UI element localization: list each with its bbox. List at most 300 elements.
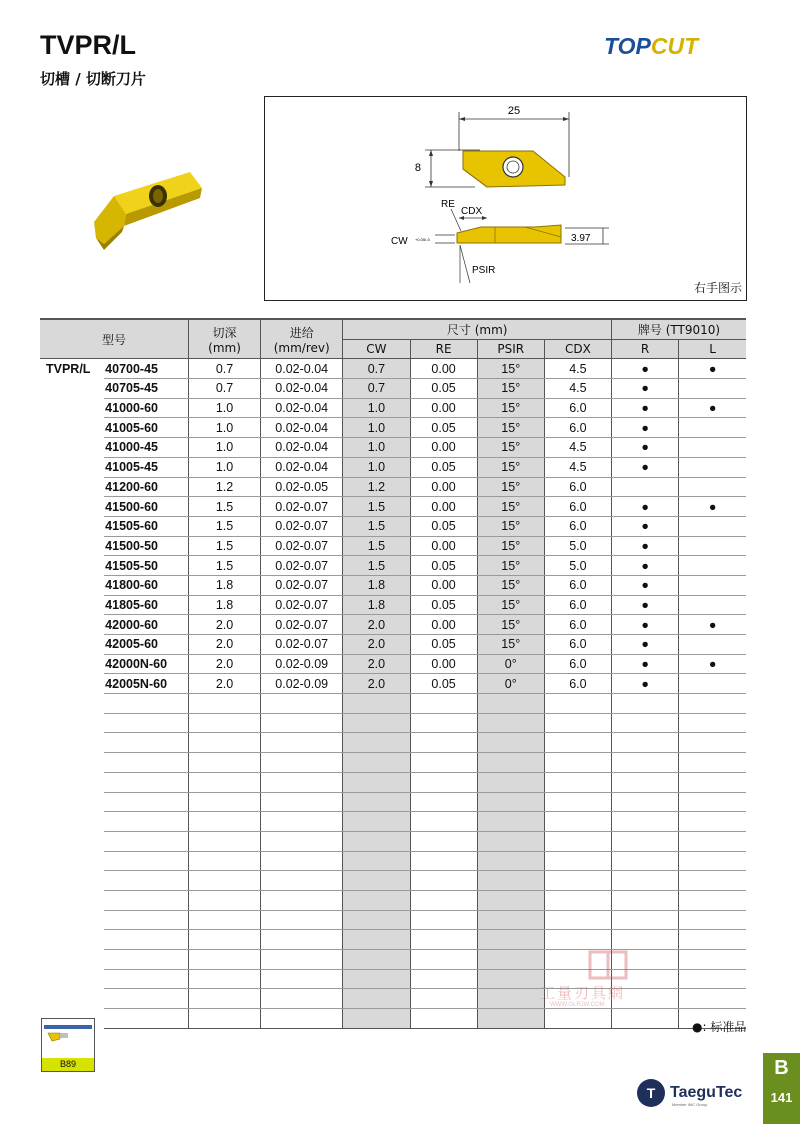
cell-re xyxy=(410,713,477,733)
taegutec-logo-icon xyxy=(636,1078,666,1108)
cell-re xyxy=(410,930,477,950)
cell-code: 41200-60 xyxy=(104,477,188,497)
page-thumbnail[interactable] xyxy=(41,1018,95,1072)
cell-cdx: 6.0 xyxy=(544,595,611,615)
cell-r: ● xyxy=(612,615,679,635)
cell-l xyxy=(679,930,746,950)
table-row xyxy=(40,457,746,477)
cell-cw: 1.5 xyxy=(343,516,410,536)
cell-l xyxy=(679,733,746,753)
cell-cw xyxy=(343,694,410,714)
cell-cdx: 6.0 xyxy=(544,418,611,438)
cell-code xyxy=(104,930,188,950)
cell-code xyxy=(104,812,188,832)
cell-l xyxy=(679,516,746,536)
dim-height-label: 8 xyxy=(414,162,421,174)
cell-cdx xyxy=(544,1009,611,1029)
cell-l xyxy=(679,851,746,871)
cell-re xyxy=(410,753,477,773)
cell-feed xyxy=(261,713,343,733)
cell-feed xyxy=(261,792,343,812)
cell-re xyxy=(410,851,477,871)
table-row xyxy=(40,615,746,635)
dim-depth-label: 3.97 xyxy=(571,233,591,244)
series-label-spacer xyxy=(40,575,104,595)
cell-psir xyxy=(477,950,544,970)
cell-psir: 15° xyxy=(477,477,544,497)
cell-re: 0.00 xyxy=(410,398,477,418)
cell-depth: 2.0 xyxy=(188,635,260,655)
label-cw-tolerance: +0.05/-0 xyxy=(415,237,430,242)
series-label-spacer xyxy=(40,379,104,399)
cell-cw xyxy=(343,772,410,792)
cell-cw: 0.7 xyxy=(343,379,410,399)
cell-depth xyxy=(188,753,260,773)
cell-r: ● xyxy=(612,635,679,655)
section-tab xyxy=(763,1053,800,1124)
table-row xyxy=(40,635,746,655)
dim-width-label: 25 xyxy=(507,105,521,117)
header-type: 型号 xyxy=(40,319,188,359)
cell-cdx xyxy=(544,713,611,733)
cell-cw: 1.5 xyxy=(343,497,410,517)
watermark-text: 工量刃具網 xyxy=(540,984,626,1002)
cell-code xyxy=(104,871,188,891)
cell-r xyxy=(612,1009,679,1029)
cell-psir xyxy=(477,969,544,989)
series-label-spacer xyxy=(40,615,104,635)
cell-re: 0.05 xyxy=(410,674,477,694)
svg-text:T: T xyxy=(646,1085,656,1101)
series-label-spacer xyxy=(40,713,104,733)
cell-re: 0.00 xyxy=(410,438,477,458)
cell-r xyxy=(612,890,679,910)
cell-psir xyxy=(477,772,544,792)
header-cw: CW xyxy=(343,339,410,359)
cell-cdx: 6.0 xyxy=(544,477,611,497)
cell-cdx xyxy=(544,890,611,910)
cell-depth: 0.7 xyxy=(188,359,260,379)
cell-cw: 1.8 xyxy=(343,575,410,595)
cell-r xyxy=(612,713,679,733)
cell-code: 42005N-60 xyxy=(104,674,188,694)
cell-cdx xyxy=(544,812,611,832)
cell-r: ● xyxy=(612,536,679,556)
cell-code: 41005-60 xyxy=(104,418,188,438)
cell-feed: 0.02-0.04 xyxy=(261,398,343,418)
cell-feed xyxy=(261,871,343,891)
cell-code xyxy=(104,831,188,851)
cell-depth xyxy=(188,930,260,950)
cell-cdx: 6.0 xyxy=(544,516,611,536)
topcut-logo xyxy=(604,30,750,66)
cell-depth: 1.0 xyxy=(188,398,260,418)
cell-feed xyxy=(261,831,343,851)
cell-cw: 2.0 xyxy=(343,674,410,694)
cell-l xyxy=(679,575,746,595)
cell-cw xyxy=(343,871,410,891)
cell-psir xyxy=(477,890,544,910)
series-label-spacer xyxy=(40,556,104,576)
series-label-spacer xyxy=(40,930,104,950)
cell-cw xyxy=(343,733,410,753)
cell-feed: 0.02-0.04 xyxy=(261,418,343,438)
series-label-spacer xyxy=(40,812,104,832)
cell-l: ● xyxy=(679,654,746,674)
cell-r: ● xyxy=(612,516,679,536)
cell-depth xyxy=(188,831,260,851)
cell-feed: 0.02-0.09 xyxy=(261,654,343,674)
cell-cdx xyxy=(544,871,611,891)
cell-depth xyxy=(188,713,260,733)
table-row xyxy=(40,753,746,773)
cell-re: 0.05 xyxy=(410,556,477,576)
cell-code xyxy=(104,969,188,989)
cell-r: ● xyxy=(612,654,679,674)
cell-l xyxy=(679,713,746,733)
cell-cw xyxy=(343,851,410,871)
cell-cdx xyxy=(544,930,611,950)
cell-cw xyxy=(343,713,410,733)
table-row xyxy=(40,713,746,733)
table-row xyxy=(40,438,746,458)
cell-cw: 2.0 xyxy=(343,635,410,655)
table-row xyxy=(40,890,746,910)
series-label-spacer xyxy=(40,536,104,556)
cell-feed: 0.02-0.04 xyxy=(261,438,343,458)
cell-code xyxy=(104,851,188,871)
spec-table xyxy=(40,318,746,1029)
table-row xyxy=(40,654,746,674)
series-label-spacer xyxy=(40,831,104,851)
cell-cw: 1.0 xyxy=(343,418,410,438)
cell-feed xyxy=(261,989,343,1009)
header-l: L xyxy=(679,339,746,359)
cell-cdx xyxy=(544,772,611,792)
cell-feed: 0.02-0.07 xyxy=(261,536,343,556)
cell-feed xyxy=(261,1009,343,1029)
cell-code: 41505-50 xyxy=(104,556,188,576)
cell-psir xyxy=(477,812,544,832)
cell-psir xyxy=(477,792,544,812)
cell-cdx: 5.0 xyxy=(544,556,611,576)
cell-feed: 0.02-0.07 xyxy=(261,497,343,517)
cell-r xyxy=(612,733,679,753)
cell-re: 0.00 xyxy=(410,536,477,556)
cell-re: 0.00 xyxy=(410,477,477,497)
cell-depth: 2.0 xyxy=(188,674,260,694)
diagram-caption: 右手图示 xyxy=(693,281,742,295)
cell-code xyxy=(104,989,188,1009)
cell-cdx: 6.0 xyxy=(544,615,611,635)
tool-thumbnail-icon xyxy=(42,1019,94,1057)
cell-code: 41805-60 xyxy=(104,595,188,615)
cell-feed: 0.02-0.04 xyxy=(261,379,343,399)
cell-re xyxy=(410,989,477,1009)
cell-l xyxy=(679,812,746,832)
cell-psir: 15° xyxy=(477,516,544,536)
cell-r xyxy=(612,772,679,792)
cell-depth: 1.5 xyxy=(188,516,260,536)
insert-diagram xyxy=(264,96,747,301)
cell-code: 41800-60 xyxy=(104,575,188,595)
cell-r: ● xyxy=(612,575,679,595)
cell-re xyxy=(410,772,477,792)
cell-psir xyxy=(477,930,544,950)
cell-r: ● xyxy=(612,398,679,418)
cell-l xyxy=(679,635,746,655)
cell-cdx: 6.0 xyxy=(544,575,611,595)
cell-l xyxy=(679,910,746,930)
table-row xyxy=(40,694,746,714)
cell-psir: 15° xyxy=(477,595,544,615)
cell-psir xyxy=(477,910,544,930)
table-row xyxy=(40,772,746,792)
cell-r: ● xyxy=(612,438,679,458)
cell-r: ● xyxy=(612,595,679,615)
label-psir: PSIR xyxy=(472,265,496,276)
cell-depth xyxy=(188,969,260,989)
cell-depth: 1.8 xyxy=(188,575,260,595)
cell-l: ● xyxy=(679,398,746,418)
cell-r: ● xyxy=(612,359,679,379)
cell-depth xyxy=(188,910,260,930)
cell-l xyxy=(679,457,746,477)
cell-depth: 2.0 xyxy=(188,654,260,674)
cell-psir: 0° xyxy=(477,654,544,674)
cell-l xyxy=(679,595,746,615)
cell-l xyxy=(679,556,746,576)
insert-photo-icon xyxy=(92,168,202,250)
series-label-spacer xyxy=(40,654,104,674)
cell-r xyxy=(612,477,679,497)
cell-psir: 15° xyxy=(477,438,544,458)
cell-code: 40705-45 xyxy=(104,379,188,399)
cell-cw xyxy=(343,831,410,851)
cell-feed xyxy=(261,950,343,970)
cell-psir: 15° xyxy=(477,536,544,556)
cell-depth xyxy=(188,871,260,891)
cell-re xyxy=(410,890,477,910)
cell-cdx: 4.5 xyxy=(544,379,611,399)
page-subtitle: 切槽 / 切断刀片 xyxy=(40,70,146,88)
table-row xyxy=(40,359,746,379)
cell-code: 42000N-60 xyxy=(104,654,188,674)
cell-cdx: 4.5 xyxy=(544,438,611,458)
spec-table-body xyxy=(40,359,746,1028)
cell-re xyxy=(410,969,477,989)
cell-cw xyxy=(343,890,410,910)
cell-r xyxy=(612,753,679,773)
cell-cw: 2.0 xyxy=(343,615,410,635)
series-label-spacer xyxy=(40,989,104,1009)
cell-feed: 0.02-0.09 xyxy=(261,674,343,694)
cell-feed xyxy=(261,890,343,910)
cell-psir: 15° xyxy=(477,497,544,517)
cell-cdx: 6.0 xyxy=(544,398,611,418)
cell-re: 0.05 xyxy=(410,635,477,655)
cell-code: 41500-50 xyxy=(104,536,188,556)
cell-depth xyxy=(188,733,260,753)
cell-cdx xyxy=(544,792,611,812)
cell-psir xyxy=(477,733,544,753)
cell-depth: 1.0 xyxy=(188,438,260,458)
cell-l xyxy=(679,536,746,556)
cell-l xyxy=(679,989,746,1009)
cell-psir: 15° xyxy=(477,457,544,477)
cell-r: ● xyxy=(612,379,679,399)
cell-r: ● xyxy=(612,457,679,477)
cell-depth xyxy=(188,772,260,792)
cell-cdx: 4.5 xyxy=(544,359,611,379)
cell-cdx xyxy=(544,831,611,851)
header-r: R xyxy=(612,339,679,359)
cell-psir: 15° xyxy=(477,635,544,655)
cell-depth xyxy=(188,989,260,1009)
cell-l xyxy=(679,890,746,910)
watermark-logo-icon xyxy=(580,950,640,980)
table-row xyxy=(40,792,746,812)
cell-r xyxy=(612,851,679,871)
cell-feed: 0.02-0.07 xyxy=(261,516,343,536)
cell-feed: 0.02-0.04 xyxy=(261,457,343,477)
table-row xyxy=(40,674,746,694)
cell-code: 42000-60 xyxy=(104,615,188,635)
cell-re xyxy=(410,871,477,891)
cell-feed xyxy=(261,812,343,832)
cell-cw: 1.0 xyxy=(343,398,410,418)
label-re: RE xyxy=(441,199,455,210)
cell-psir xyxy=(477,831,544,851)
cell-code xyxy=(104,753,188,773)
cell-cw xyxy=(343,792,410,812)
cell-re: 0.00 xyxy=(410,575,477,595)
cell-code xyxy=(104,950,188,970)
series-label-spacer xyxy=(40,595,104,615)
cell-depth xyxy=(188,851,260,871)
cell-depth: 1.5 xyxy=(188,497,260,517)
cell-feed: 0.02-0.05 xyxy=(261,477,343,497)
cell-l xyxy=(679,753,746,773)
table-row xyxy=(40,733,746,753)
cell-depth: 1.5 xyxy=(188,556,260,576)
series-label-spacer xyxy=(40,477,104,497)
series-label-spacer xyxy=(40,950,104,970)
cell-depth xyxy=(188,950,260,970)
cell-cdx xyxy=(544,910,611,930)
cell-depth: 1.0 xyxy=(188,457,260,477)
table-row xyxy=(40,831,746,851)
cell-depth xyxy=(188,1009,260,1029)
cell-r xyxy=(612,831,679,851)
cell-feed: 0.02-0.07 xyxy=(261,556,343,576)
table-row xyxy=(40,930,746,950)
cell-code xyxy=(104,792,188,812)
cell-re: 0.05 xyxy=(410,379,477,399)
table-row xyxy=(40,516,746,536)
series-label: TVPR/L xyxy=(46,361,91,376)
cell-cdx: 6.0 xyxy=(544,654,611,674)
table-row xyxy=(40,379,746,399)
header-dims: 尺寸 (mm) xyxy=(343,319,612,339)
header-psir: PSIR xyxy=(477,339,544,359)
cell-cdx: 6.0 xyxy=(544,635,611,655)
cell-l xyxy=(679,418,746,438)
cell-cw xyxy=(343,989,410,1009)
cell-cw: 1.0 xyxy=(343,457,410,477)
header-re: RE xyxy=(410,339,477,359)
cell-l xyxy=(679,477,746,497)
header-grade: 牌号 (TT9010) xyxy=(612,319,746,339)
topcut-logo-text: TOPCUT xyxy=(604,33,699,59)
header-depth: 切深 (mm) xyxy=(188,319,260,359)
cell-depth: 1.5 xyxy=(188,536,260,556)
cell-feed xyxy=(261,969,343,989)
cell-code: 41500-60 xyxy=(104,497,188,517)
cell-feed: 0.02-0.07 xyxy=(261,615,343,635)
table-row xyxy=(40,398,746,418)
cell-cdx xyxy=(544,694,611,714)
cell-feed: 0.02-0.07 xyxy=(261,595,343,615)
cell-r xyxy=(612,871,679,891)
cell-psir xyxy=(477,694,544,714)
cell-psir: 15° xyxy=(477,575,544,595)
cell-cw xyxy=(343,812,410,832)
cell-r xyxy=(612,812,679,832)
cell-l: ● xyxy=(679,615,746,635)
cell-re xyxy=(410,950,477,970)
table-row xyxy=(40,497,746,517)
page-title: TVPR/L xyxy=(40,30,137,60)
cell-cdx: 6.0 xyxy=(544,674,611,694)
series-label-spacer xyxy=(40,890,104,910)
cell-cw: 0.7 xyxy=(343,359,410,379)
series-label-spacer xyxy=(40,674,104,694)
cell-re xyxy=(410,733,477,753)
cell-code xyxy=(104,772,188,792)
cell-re xyxy=(410,694,477,714)
table-row xyxy=(40,575,746,595)
cell-depth: 0.7 xyxy=(188,379,260,399)
cell-re: 0.00 xyxy=(410,654,477,674)
label-cw: CW xyxy=(391,236,408,247)
legend: ●: 标准品 xyxy=(692,1020,747,1034)
cell-r xyxy=(612,930,679,950)
cell-psir: 15° xyxy=(477,359,544,379)
cell-re: 0.00 xyxy=(410,359,477,379)
cell-depth xyxy=(188,812,260,832)
cell-cw xyxy=(343,910,410,930)
cell-r xyxy=(612,792,679,812)
cell-feed xyxy=(261,694,343,714)
cell-feed xyxy=(261,910,343,930)
cell-code xyxy=(104,910,188,930)
series-label-spacer xyxy=(40,497,104,517)
series-label-spacer xyxy=(40,438,104,458)
cell-cw xyxy=(343,1009,410,1029)
cell-depth xyxy=(188,890,260,910)
table-row xyxy=(40,812,746,832)
cell-psir xyxy=(477,871,544,891)
cell-cw: 2.0 xyxy=(343,654,410,674)
cell-feed: 0.02-0.04 xyxy=(261,359,343,379)
cell-code: 41505-60 xyxy=(104,516,188,536)
series-label-spacer xyxy=(40,635,104,655)
cell-feed: 0.02-0.07 xyxy=(261,575,343,595)
cell-psir xyxy=(477,713,544,733)
cell-code xyxy=(104,733,188,753)
cell-feed xyxy=(261,733,343,753)
